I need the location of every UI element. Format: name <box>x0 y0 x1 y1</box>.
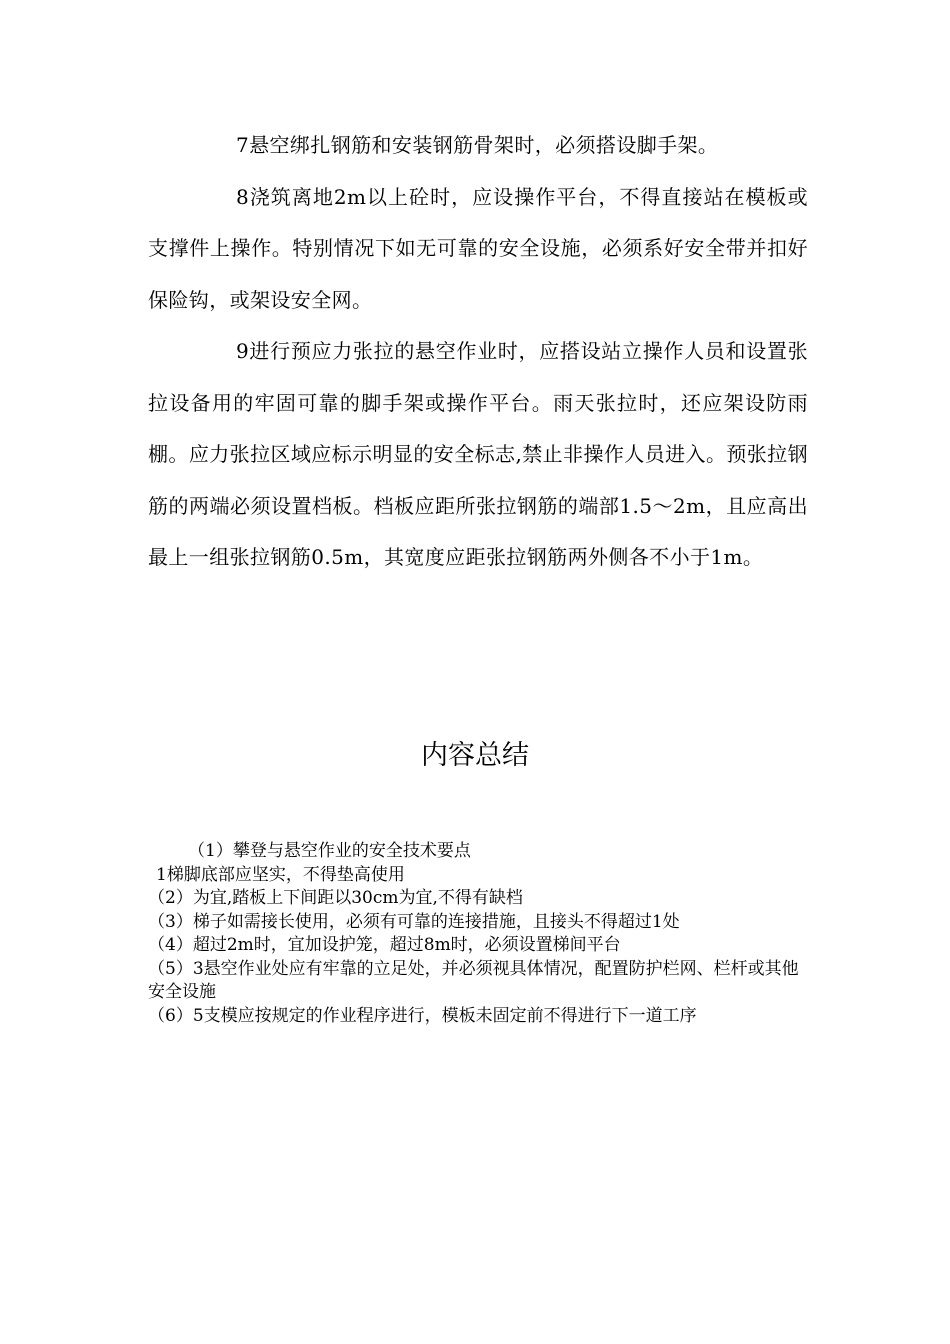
paragraph-9: 9进行预应力张拉的悬空作业时，应搭设站立操作人员和设置张拉设备用的牢固可靠的脚手架或操作平台。雨天张拉时，还应架设防雨棚。应力张拉区域应标示明显的安全标志,禁止非操作人员进入。预张拉钢筋的两端必须设置档板。档板应距所张拉钢筋的端部1.5～2m，且应高出最上一组张拉钢筋0.5m，其宽度应距张拉钢筋两外侧各不小于1m。 <box>148 339 808 569</box>
summary-heading: （1）攀登与悬空作业的安全技术要点 <box>188 841 471 861</box>
paragraph-7: 7悬空绑扎钢筋和安装钢筋骨架时，必须搭设脚手架。 <box>236 133 719 157</box>
summary-item: （6）5支模应按规定的作业程序进行，模板未固定前不得进行下一道工序 <box>148 1005 697 1026</box>
summary-item: （3）梯子如需接长使用，必须有可靠的连接措施，且接头不得超过1处 <box>148 911 680 932</box>
summary-item: （5）3悬空作业处应有牢靠的立足处，并必须视具体情况，配置防护栏网、栏杆或其他安全设施 <box>148 958 799 1002</box>
summary-item: （2）为宜,踏板上下间距以30cm为宜,不得有缺档 <box>148 888 523 908</box>
summary-list <box>148 840 813 1028</box>
summary-title: 内容总结 <box>421 740 529 771</box>
summary-item: 1梯脚底部应坚实，不得垫高使用 <box>156 864 405 885</box>
summary-item: （4）超过2m时，宜加设护笼，超过8m时，必须设置梯间平台 <box>148 935 621 955</box>
body-text <box>148 120 808 584</box>
paragraph-8: 8浇筑离地2m以上砼时，应设操作平台，不得直接站在模板或支撑件上操作。特别情况下如无可靠的安全设施，必须系好安全带并扣好保险钩，或架设安全网。 <box>148 184 808 312</box>
